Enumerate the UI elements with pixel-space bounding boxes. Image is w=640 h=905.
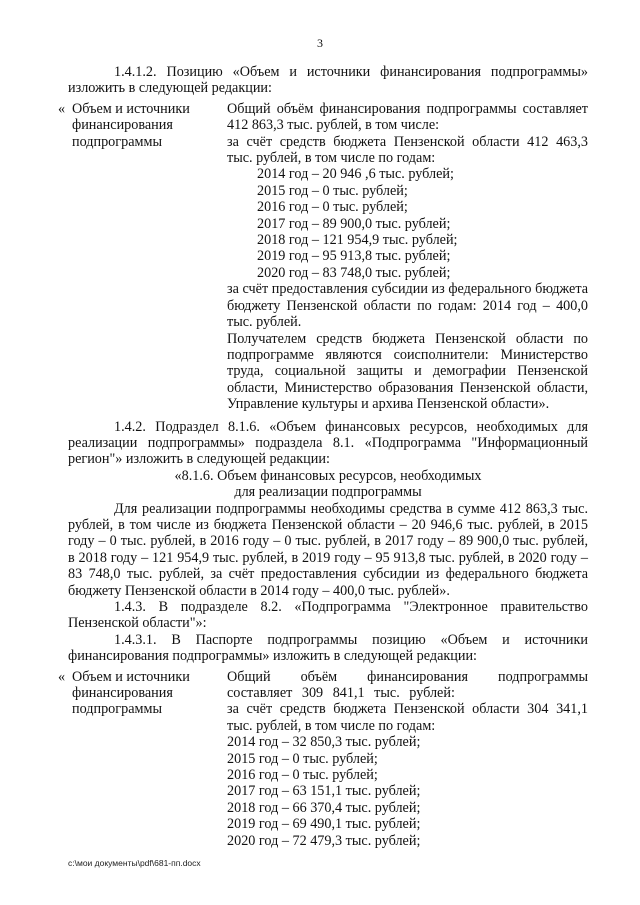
year-item: 2018 год – 121 954,9 тыс. рублей;	[257, 232, 458, 249]
label-line: подпрограммы	[72, 701, 162, 718]
paragraph-funding-text: Для реализации подпрограммы необходимы средства в сумме 412 863,3 тыс. рублей, в том числе из бюджета Пензенской области – 20 946,6 тыс. рублей, в 2015 году – 0 тыс. рублей, в 2016 году – 0 тыс. рублей, в 2017 году – 89 900,0 тыс. рублей, в 2018 году – 121 954,9 тыс. рублей, в 2019 году – 95 913,8 тыс. рублей, в 2020 году – 83 748,0 тыс. рублей, за счёт предоставления субсидии из федерального бюджета бюджету Пензенской области в 2014 году – 400,0 тыс. рублей».	[68, 500, 588, 599]
section-heading-line-1: «8.1.6. Объем финансовых ресурсов, необходимых	[174, 467, 482, 484]
year-item: 2019 год – 95 913,8 тыс. рублей;	[257, 248, 451, 265]
document-body	[58, 64, 588, 855]
funding-table-2-value	[227, 669, 588, 849]
funding-table-1-value	[227, 101, 588, 413]
year-item: 2014 год – 32 850,3 тыс. рублей;	[227, 734, 421, 751]
paragraph-1-4-1-2: 1.4.1.2. Позицию «Объем и источники финансирования подпрограммы» изложить в следующей редакции:	[68, 64, 588, 97]
year-item: 2018 год – 66 370,4 тыс. рублей;	[227, 799, 421, 816]
open-quote: «	[58, 668, 66, 685]
year-item: 2020 год – 83 748,0 тыс. рублей;	[257, 264, 451, 281]
funding-table-2-label	[58, 668, 227, 849]
label-line: Объем и источники	[72, 100, 190, 117]
paragraph-1-4-3-1: 1.4.3.1. В Паспорте подпрограммы позицию «Объем и источники финансирования подпрограммы» изложить в следующей редакции:	[68, 631, 588, 665]
paragraph-1-4-3: 1.4.3. В подразделе 8.2. «Подпрограмма "Электронное правительство Пензенской области"»:	[68, 599, 588, 632]
funding-table-2	[58, 668, 588, 849]
funding-table-1-label	[58, 100, 227, 413]
funding-table-1	[58, 100, 588, 413]
total-funding: Общий объём финансирования подпрограммы составляет 412 863,3 тыс. рублей, в том числе:	[227, 100, 588, 134]
year-item: 2014 год – 20 946 ,6 тыс. рублей;	[257, 166, 454, 183]
year-item: 2017 год – 89 900,0 тыс. рублей;	[257, 215, 451, 232]
file-path-footer: c:\мои документы\pdf\681-пп.docx	[68, 858, 201, 868]
label-line: подпрограммы	[72, 133, 162, 150]
year-item: 2016 год – 0 тыс. рублей;	[257, 199, 408, 216]
label-line: финансирования	[72, 117, 173, 134]
year-item: 2016 год – 0 тыс. рублей;	[227, 767, 378, 784]
year-item: 2020 год – 72 479,3 тыс. рублей;	[227, 832, 421, 849]
label-line: Объем и источники	[72, 668, 190, 685]
year-item: 2015 год – 0 тыс. рублей;	[227, 750, 378, 767]
section-heading-line-2: для реализации подпрограммы	[234, 484, 422, 501]
page-number: 3	[317, 36, 323, 50]
open-quote: «	[58, 100, 66, 117]
year-item: 2015 год – 0 тыс. рублей;	[257, 182, 408, 199]
label-line: финансирования	[72, 685, 173, 702]
year-item: 2017 год – 63 151,1 тыс. рублей;	[227, 783, 421, 800]
regional-funding: за счёт средств бюджета Пензенской области 304 341,1 тыс. рублей, в том числе по годам:	[227, 701, 588, 734]
year-list	[227, 734, 588, 849]
year-item: 2019 год – 69 490,1 тыс. рублей;	[227, 816, 421, 833]
paragraph-1-4-2: 1.4.2. Подраздел 8.1.6. «Объем финансовых ресурсов, необходимых для реализации подпрограммы» подраздела 8.1. «Подпрограмма "Информационный регион"» изложить в следующей редакции:	[68, 418, 588, 468]
regional-funding: за счёт средств бюджета Пензенской области 412 463,3 тыс. рублей, в том числе по годам:	[227, 133, 588, 167]
total-funding: Общий объём финансирования подпрограммы составляет 309 841,1 тыс. рублей:	[227, 668, 588, 702]
year-list	[227, 166, 588, 281]
federal-funding: за счёт предоставления субсидии из федерального бюджета бюджету Пензенской области по годам: 2014 год – 400,0 тыс. рублей.	[227, 281, 588, 331]
recipients: Получателем средств бюджета Пензенской области по подпрограмме являются соисполнители: Министерство труда, социальной защиты и демографии Пензенской области, Министерство образования Пензенской области, Управление культуры и архива Пензенской области».	[227, 330, 588, 413]
